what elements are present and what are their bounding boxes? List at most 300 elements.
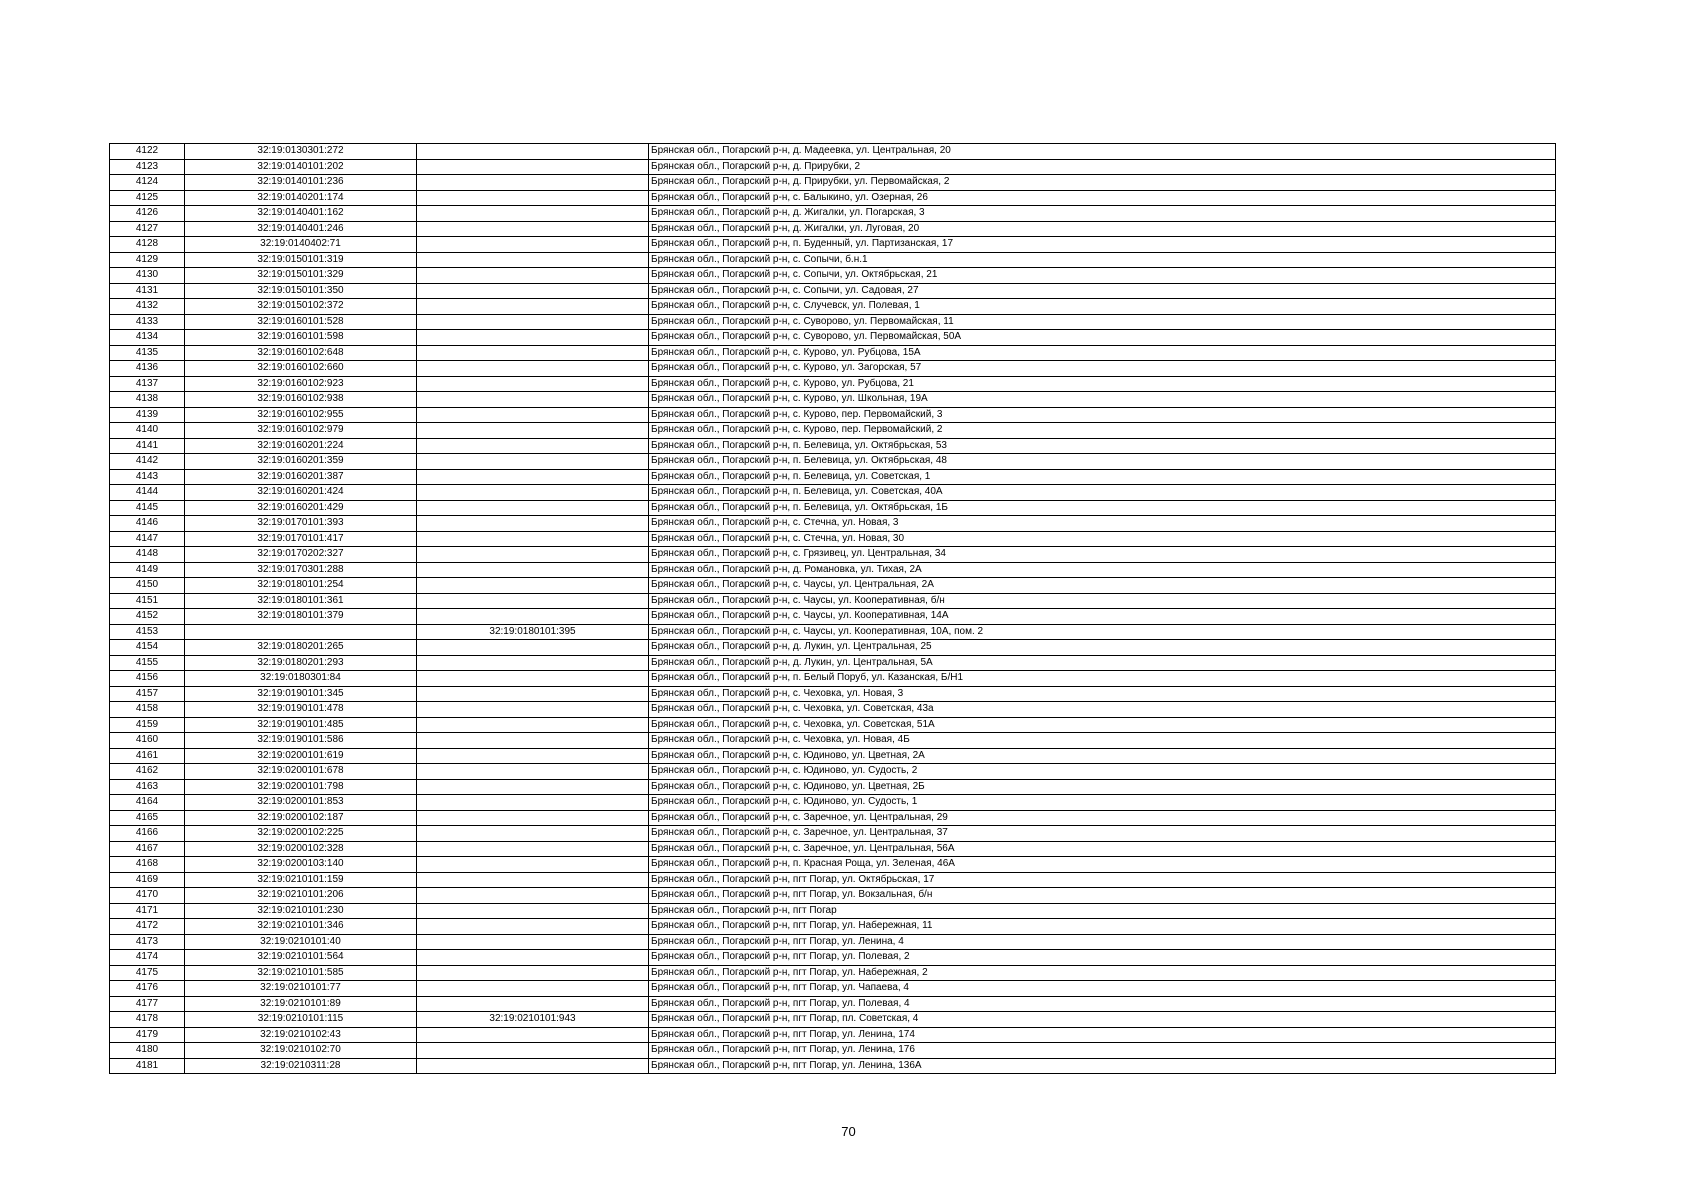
property-registry-table [109, 143, 1556, 1074]
row-number-cell: 4150 [110, 578, 185, 594]
table-row [110, 810, 1556, 826]
row-number-cell: 4166 [110, 826, 185, 842]
row-number-cell: 4165 [110, 810, 185, 826]
row-number-cell: 4159 [110, 717, 185, 733]
table-row [110, 841, 1556, 857]
related-cadastral-number-cell [417, 345, 649, 361]
related-cadastral-number-cell [417, 702, 649, 718]
row-number-cell: 4133 [110, 314, 185, 330]
table-row [110, 144, 1556, 160]
address-cell: Брянская обл., Погарский р-н, с. Курово, ул. Школьная, 19А [649, 392, 1556, 408]
address-cell: Брянская обл., Погарский р-н, с. Чеховка, ул. Новая, 3 [649, 686, 1556, 702]
row-number-cell: 4136 [110, 361, 185, 377]
row-number-cell: 4153 [110, 624, 185, 640]
cadastral-number-cell: 32:19:0140401:246 [185, 221, 417, 237]
table-row [110, 392, 1556, 408]
cadastral-number-cell: 32:19:0170101:417 [185, 531, 417, 547]
row-number-cell: 4131 [110, 283, 185, 299]
address-cell: Брянская обл., Погарский р-н, с. Юдиново, ул. Цветная, 2Б [649, 779, 1556, 795]
table-row [110, 872, 1556, 888]
row-number-cell: 4156 [110, 671, 185, 687]
related-cadastral-number-cell [417, 469, 649, 485]
cadastral-number-cell: 32:19:0210101:89 [185, 996, 417, 1012]
row-number-cell: 4163 [110, 779, 185, 795]
related-cadastral-number-cell [417, 252, 649, 268]
cadastral-number-cell: 32:19:0180101:361 [185, 593, 417, 609]
related-cadastral-number-cell [417, 237, 649, 253]
row-number-cell: 4172 [110, 919, 185, 935]
cadastral-number-cell: 32:19:0200101:678 [185, 764, 417, 780]
cadastral-number-cell: 32:19:0210101:206 [185, 888, 417, 904]
related-cadastral-number-cell [417, 438, 649, 454]
row-number-cell: 4127 [110, 221, 185, 237]
cadastral-number-cell: 32:19:0160201:359 [185, 454, 417, 470]
address-cell: Брянская обл., Погарский р-н, с. Курово, ул. Загорская, 57 [649, 361, 1556, 377]
table-row [110, 423, 1556, 439]
address-cell: Брянская обл., Погарский р-н, с. Чаусы, ул. Кооперативная, 10А, пом. 2 [649, 624, 1556, 640]
registry-table-body [110, 144, 1556, 1074]
cadastral-number-cell: 32:19:0180201:293 [185, 655, 417, 671]
row-number-cell: 4180 [110, 1043, 185, 1059]
related-cadastral-number-cell [417, 516, 649, 532]
row-number-cell: 4148 [110, 547, 185, 563]
address-cell: Брянская обл., Погарский р-н, п. Белый Поруб, ул. Казанская, Б/Н1 [649, 671, 1556, 687]
related-cadastral-number-cell [417, 299, 649, 315]
row-number-cell: 4176 [110, 981, 185, 997]
address-cell: Брянская обл., Погарский р-н, с. Чаусы, ул. Кооперативная, б/н [649, 593, 1556, 609]
table-row [110, 299, 1556, 315]
cadastral-number-cell: 32:19:0200101:853 [185, 795, 417, 811]
row-number-cell: 4158 [110, 702, 185, 718]
address-cell: Брянская обл., Погарский р-н, с. Чеховка, ул. Советская, 51А [649, 717, 1556, 733]
related-cadastral-number-cell [417, 283, 649, 299]
cadastral-number-cell: 32:19:0200102:225 [185, 826, 417, 842]
cadastral-number-cell: 32:19:0210102:43 [185, 1027, 417, 1043]
cadastral-number-cell: 32:19:0200101:619 [185, 748, 417, 764]
table-row [110, 795, 1556, 811]
related-cadastral-number-cell [417, 841, 649, 857]
table-row [110, 516, 1556, 532]
cadastral-number-cell: 32:19:0200103:140 [185, 857, 417, 873]
cadastral-number-cell: 32:19:0210101:564 [185, 950, 417, 966]
cadastral-number-cell: 32:19:0210101:40 [185, 934, 417, 950]
cadastral-number-cell: 32:19:0210102:70 [185, 1043, 417, 1059]
row-number-cell: 4179 [110, 1027, 185, 1043]
row-number-cell: 4170 [110, 888, 185, 904]
address-cell: Брянская обл., Погарский р-н, пгт Погар, ул. Полевая, 4 [649, 996, 1556, 1012]
table-row [110, 655, 1556, 671]
related-cadastral-number-cell [417, 810, 649, 826]
table-row [110, 221, 1556, 237]
cadastral-number-cell [185, 624, 417, 640]
row-number-cell: 4178 [110, 1012, 185, 1028]
table-row [110, 671, 1556, 687]
document-page [109, 143, 1555, 1074]
cadastral-number-cell: 32:19:0140401:162 [185, 206, 417, 222]
address-cell: Брянская обл., Погарский р-н, с. Сопычи, ул. Октябрьская, 21 [649, 268, 1556, 284]
table-row [110, 733, 1556, 749]
cadastral-number-cell: 32:19:0160102:955 [185, 407, 417, 423]
cadastral-number-cell: 32:19:0160101:528 [185, 314, 417, 330]
row-number-cell: 4128 [110, 237, 185, 253]
row-number-cell: 4154 [110, 640, 185, 656]
cadastral-number-cell: 32:19:0160102:923 [185, 376, 417, 392]
related-cadastral-number-cell [417, 996, 649, 1012]
cadastral-number-cell: 32:19:0160201:224 [185, 438, 417, 454]
related-cadastral-number-cell [417, 717, 649, 733]
row-number-cell: 4129 [110, 252, 185, 268]
cadastral-number-cell: 32:19:0170101:393 [185, 516, 417, 532]
table-row [110, 996, 1556, 1012]
table-row [110, 748, 1556, 764]
table-row [110, 903, 1556, 919]
address-cell: Брянская обл., Погарский р-н, с. Чеховка, ул. Советская, 43а [649, 702, 1556, 718]
table-row [110, 206, 1556, 222]
cadastral-number-cell: 32:19:0170301:288 [185, 562, 417, 578]
cadastral-number-cell: 32:19:0190101:345 [185, 686, 417, 702]
table-row [110, 981, 1556, 997]
table-row [110, 252, 1556, 268]
table-row [110, 888, 1556, 904]
related-cadastral-number-cell [417, 376, 649, 392]
cadastral-number-cell: 32:19:0140101:202 [185, 159, 417, 175]
address-cell: Брянская обл., Погарский р-н, д. Прирубки, ул. Первомайская, 2 [649, 175, 1556, 191]
row-number-cell: 4125 [110, 190, 185, 206]
table-row [110, 562, 1556, 578]
table-row [110, 640, 1556, 656]
address-cell: Брянская обл., Погарский р-н, пгт Погар, ул. Ленина, 176 [649, 1043, 1556, 1059]
page-number: 70 [841, 1124, 856, 1139]
table-row [110, 237, 1556, 253]
address-cell: Брянская обл., Погарский р-н, с. Чаусы, ул. Центральная, 2А [649, 578, 1556, 594]
address-cell: Брянская обл., Погарский р-н, пгт Погар, ул. Набережная, 2 [649, 965, 1556, 981]
row-number-cell: 4123 [110, 159, 185, 175]
cadastral-number-cell: 32:19:0180101:254 [185, 578, 417, 594]
related-cadastral-number-cell [417, 1027, 649, 1043]
cadastral-number-cell: 32:19:0200102:187 [185, 810, 417, 826]
related-cadastral-number-cell [417, 779, 649, 795]
address-cell: Брянская обл., Погарский р-н, д. Лукин, ул. Центральная, 25 [649, 640, 1556, 656]
related-cadastral-number-cell [417, 640, 649, 656]
cadastral-number-cell: 32:19:0160201:429 [185, 500, 417, 516]
related-cadastral-number-cell [417, 888, 649, 904]
cadastral-number-cell: 32:19:0180301:84 [185, 671, 417, 687]
table-row [110, 159, 1556, 175]
table-row [110, 950, 1556, 966]
row-number-cell: 4181 [110, 1058, 185, 1074]
related-cadastral-number-cell [417, 392, 649, 408]
row-number-cell: 4161 [110, 748, 185, 764]
cadastral-number-cell: 32:19:0160102:648 [185, 345, 417, 361]
table-row [110, 345, 1556, 361]
cadastral-number-cell: 32:19:0210101:77 [185, 981, 417, 997]
related-cadastral-number-cell: 32:19:0180101:395 [417, 624, 649, 640]
cadastral-number-cell: 32:19:0210101:585 [185, 965, 417, 981]
row-number-cell: 4140 [110, 423, 185, 439]
table-row [110, 1043, 1556, 1059]
related-cadastral-number-cell [417, 950, 649, 966]
table-row [110, 485, 1556, 501]
related-cadastral-number-cell [417, 330, 649, 346]
table-row [110, 919, 1556, 935]
address-cell: Брянская обл., Погарский р-н, с. Юдиново, ул. Судость, 1 [649, 795, 1556, 811]
table-row [110, 624, 1556, 640]
row-number-cell: 4167 [110, 841, 185, 857]
cadastral-number-cell: 32:19:0190101:485 [185, 717, 417, 733]
address-cell: Брянская обл., Погарский р-н, с. Заречное, ул. Центральная, 37 [649, 826, 1556, 842]
row-number-cell: 4144 [110, 485, 185, 501]
cadastral-number-cell: 32:19:0130301:272 [185, 144, 417, 160]
address-cell: Брянская обл., Погарский р-н, п. Белевица, ул. Советская, 1 [649, 469, 1556, 485]
address-cell: Брянская обл., Погарский р-н, пгт Погар, пл. Советская, 4 [649, 1012, 1556, 1028]
table-row [110, 702, 1556, 718]
related-cadastral-number-cell [417, 268, 649, 284]
address-cell: Брянская обл., Погарский р-н, п. Белевица, ул. Октябрьская, 1Б [649, 500, 1556, 516]
cadastral-number-cell: 32:19:0150102:372 [185, 299, 417, 315]
cadastral-number-cell: 32:19:0210101:346 [185, 919, 417, 935]
table-row [110, 578, 1556, 594]
table-row [110, 779, 1556, 795]
address-cell: Брянская обл., Погарский р-н, с. Курово, пер. Первомайский, 2 [649, 423, 1556, 439]
address-cell: Брянская обл., Погарский р-н, с. Грязивец, ул. Центральная, 34 [649, 547, 1556, 563]
cadastral-number-cell: 32:19:0140201:174 [185, 190, 417, 206]
cadastral-number-cell: 32:19:0190101:478 [185, 702, 417, 718]
address-cell: Брянская обл., Погарский р-н, д. Романовка, ул. Тихая, 2А [649, 562, 1556, 578]
address-cell: Брянская обл., Погарский р-н, п. Красная Роща, ул. Зеленая, 46А [649, 857, 1556, 873]
address-cell: Брянская обл., Погарский р-н, д. Лукин, ул. Центральная, 5А [649, 655, 1556, 671]
cadastral-number-cell: 32:19:0180201:265 [185, 640, 417, 656]
related-cadastral-number-cell [417, 159, 649, 175]
related-cadastral-number-cell [417, 175, 649, 191]
row-number-cell: 4160 [110, 733, 185, 749]
cadastral-number-cell: 32:19:0160102:660 [185, 361, 417, 377]
cadastral-number-cell: 32:19:0140101:236 [185, 175, 417, 191]
row-number-cell: 4130 [110, 268, 185, 284]
address-cell: Брянская обл., Погарский р-н, с. Суворово, ул. Первомайская, 11 [649, 314, 1556, 330]
table-row [110, 609, 1556, 625]
related-cadastral-number-cell [417, 903, 649, 919]
table-row [110, 438, 1556, 454]
table-row [110, 965, 1556, 981]
cadastral-number-cell: 32:19:0160102:938 [185, 392, 417, 408]
table-row [110, 593, 1556, 609]
row-number-cell: 4142 [110, 454, 185, 470]
related-cadastral-number-cell [417, 795, 649, 811]
row-number-cell: 4138 [110, 392, 185, 408]
row-number-cell: 4137 [110, 376, 185, 392]
row-number-cell: 4177 [110, 996, 185, 1012]
row-number-cell: 4175 [110, 965, 185, 981]
related-cadastral-number-cell [417, 686, 649, 702]
table-row [110, 190, 1556, 206]
row-number-cell: 4141 [110, 438, 185, 454]
row-number-cell: 4145 [110, 500, 185, 516]
related-cadastral-number-cell [417, 748, 649, 764]
related-cadastral-number-cell [417, 361, 649, 377]
related-cadastral-number-cell [417, 1043, 649, 1059]
related-cadastral-number-cell [417, 593, 649, 609]
related-cadastral-number-cell [417, 531, 649, 547]
related-cadastral-number-cell [417, 547, 649, 563]
cadastral-number-cell: 32:19:0150101:319 [185, 252, 417, 268]
cadastral-number-cell: 32:19:0160102:979 [185, 423, 417, 439]
row-number-cell: 4173 [110, 934, 185, 950]
table-row [110, 361, 1556, 377]
address-cell: Брянская обл., Погарский р-н, с. Случевск, ул. Полевая, 1 [649, 299, 1556, 315]
row-number-cell: 4139 [110, 407, 185, 423]
address-cell: Брянская обл., Погарский р-н, д. Жигалки, ул. Погарская, 3 [649, 206, 1556, 222]
table-row [110, 686, 1556, 702]
cadastral-number-cell: 32:19:0210101:159 [185, 872, 417, 888]
table-row [110, 1012, 1556, 1028]
related-cadastral-number-cell [417, 764, 649, 780]
address-cell: Брянская обл., Погарский р-н, с. Сопычи, ул. Садовая, 27 [649, 283, 1556, 299]
address-cell: Брянская обл., Погарский р-н, с. Курово, пер. Первомайский, 3 [649, 407, 1556, 423]
cadastral-number-cell: 32:19:0200101:798 [185, 779, 417, 795]
address-cell: Брянская обл., Погарский р-н, с. Чеховка, ул. Новая, 4Б [649, 733, 1556, 749]
related-cadastral-number-cell [417, 485, 649, 501]
address-cell: Брянская обл., Погарский р-н, с. Курово, ул. Рубцова, 15А [649, 345, 1556, 361]
row-number-cell: 4157 [110, 686, 185, 702]
address-cell: Брянская обл., Погарский р-н, п. Белевица, ул. Октябрьская, 53 [649, 438, 1556, 454]
related-cadastral-number-cell [417, 1058, 649, 1074]
related-cadastral-number-cell [417, 206, 649, 222]
address-cell: Брянская обл., Погарский р-н, пгт Погар, ул. Ленина, 136А [649, 1058, 1556, 1074]
related-cadastral-number-cell [417, 454, 649, 470]
related-cadastral-number-cell [417, 826, 649, 842]
cadastral-number-cell: 32:19:0190101:586 [185, 733, 417, 749]
address-cell: Брянская обл., Погарский р-н, с. Курово, ул. Рубцова, 21 [649, 376, 1556, 392]
related-cadastral-number-cell [417, 578, 649, 594]
cadastral-number-cell: 32:19:0150101:329 [185, 268, 417, 284]
table-row [110, 283, 1556, 299]
table-row [110, 454, 1556, 470]
address-cell: Брянская обл., Погарский р-н, пгт Погар, ул. Ленина, 4 [649, 934, 1556, 950]
address-cell: Брянская обл., Погарский р-н, д. Прирубки, 2 [649, 159, 1556, 175]
address-cell: Брянская обл., Погарский р-н, с. Чаусы, ул. Кооперативная, 14А [649, 609, 1556, 625]
related-cadastral-number-cell [417, 655, 649, 671]
row-number-cell: 4152 [110, 609, 185, 625]
table-row [110, 857, 1556, 873]
row-number-cell: 4147 [110, 531, 185, 547]
address-cell: Брянская обл., Погарский р-н, с. Суворово, ул. Первомайская, 50А [649, 330, 1556, 346]
row-number-cell: 4126 [110, 206, 185, 222]
row-number-cell: 4169 [110, 872, 185, 888]
row-number-cell: 4168 [110, 857, 185, 873]
address-cell: Брянская обл., Погарский р-н, д. Жигалки, ул. Луговая, 20 [649, 221, 1556, 237]
row-number-cell: 4146 [110, 516, 185, 532]
table-row [110, 531, 1556, 547]
table-row [110, 330, 1556, 346]
related-cadastral-number-cell [417, 423, 649, 439]
cadastral-number-cell: 32:19:0150101:350 [185, 283, 417, 299]
table-row [110, 268, 1556, 284]
cadastral-number-cell: 32:19:0160201:387 [185, 469, 417, 485]
address-cell: Брянская обл., Погарский р-н, пгт Погар, ул. Октябрьская, 17 [649, 872, 1556, 888]
cadastral-number-cell: 32:19:0210311:28 [185, 1058, 417, 1074]
table-row [110, 175, 1556, 191]
table-row [110, 407, 1556, 423]
address-cell: Брянская обл., Погарский р-н, с. Заречное, ул. Центральная, 29 [649, 810, 1556, 826]
related-cadastral-number-cell [417, 314, 649, 330]
table-row [110, 1058, 1556, 1074]
cadastral-number-cell: 32:19:0180101:379 [185, 609, 417, 625]
cadastral-number-cell: 32:19:0160201:424 [185, 485, 417, 501]
row-number-cell: 4155 [110, 655, 185, 671]
table-row [110, 1027, 1556, 1043]
address-cell: Брянская обл., Погарский р-н, д. Мадеевка, ул. Центральная, 20 [649, 144, 1556, 160]
cadastral-number-cell: 32:19:0210101:230 [185, 903, 417, 919]
address-cell: Брянская обл., Погарский р-н, с. Балыкино, ул. Озерная, 26 [649, 190, 1556, 206]
row-number-cell: 4151 [110, 593, 185, 609]
related-cadastral-number-cell [417, 500, 649, 516]
related-cadastral-number-cell [417, 671, 649, 687]
row-number-cell: 4149 [110, 562, 185, 578]
row-number-cell: 4132 [110, 299, 185, 315]
address-cell: Брянская обл., Погарский р-н, пгт Погар, ул. Вокзальная, б/н [649, 888, 1556, 904]
related-cadastral-number-cell [417, 872, 649, 888]
cadastral-number-cell: 32:19:0140402:71 [185, 237, 417, 253]
address-cell: Брянская обл., Погарский р-н, с. Заречное, ул. Центральная, 56А [649, 841, 1556, 857]
related-cadastral-number-cell [417, 221, 649, 237]
related-cadastral-number-cell [417, 857, 649, 873]
table-row [110, 376, 1556, 392]
address-cell: Брянская обл., Погарский р-н, с. Сопычи, б.н.1 [649, 252, 1556, 268]
address-cell: Брянская обл., Погарский р-н, пгт Погар, ул. Полевая, 2 [649, 950, 1556, 966]
row-number-cell: 4122 [110, 144, 185, 160]
row-number-cell: 4124 [110, 175, 185, 191]
related-cadastral-number-cell [417, 407, 649, 423]
address-cell: Брянская обл., Погарский р-н, пгт Погар, ул. Набережная, 11 [649, 919, 1556, 935]
address-cell: Брянская обл., Погарский р-н, п. Буденный, ул. Партизанская, 17 [649, 237, 1556, 253]
row-number-cell: 4135 [110, 345, 185, 361]
related-cadastral-number-cell [417, 609, 649, 625]
table-row [110, 314, 1556, 330]
related-cadastral-number-cell [417, 733, 649, 749]
related-cadastral-number-cell [417, 934, 649, 950]
row-number-cell: 4143 [110, 469, 185, 485]
related-cadastral-number-cell: 32:19:0210101:943 [417, 1012, 649, 1028]
row-number-cell: 4164 [110, 795, 185, 811]
table-row [110, 547, 1556, 563]
related-cadastral-number-cell [417, 144, 649, 160]
table-row [110, 826, 1556, 842]
address-cell: Брянская обл., Погарский р-н, с. Стечна, ул. Новая, 30 [649, 531, 1556, 547]
address-cell: Брянская обл., Погарский р-н, п. Белевица, ул. Советская, 40А [649, 485, 1556, 501]
related-cadastral-number-cell [417, 981, 649, 997]
row-number-cell: 4162 [110, 764, 185, 780]
cadastral-number-cell: 32:19:0210101:115 [185, 1012, 417, 1028]
table-row [110, 717, 1556, 733]
address-cell: Брянская обл., Погарский р-н, с. Юдиново, ул. Судость, 2 [649, 764, 1556, 780]
cadastral-number-cell: 32:19:0170202:327 [185, 547, 417, 563]
address-cell: Брянская обл., Погарский р-н, п. Белевица, ул. Октябрьская, 48 [649, 454, 1556, 470]
table-row [110, 764, 1556, 780]
related-cadastral-number-cell [417, 562, 649, 578]
table-row [110, 469, 1556, 485]
related-cadastral-number-cell [417, 965, 649, 981]
row-number-cell: 4174 [110, 950, 185, 966]
address-cell: Брянская обл., Погарский р-н, пгт Погар [649, 903, 1556, 919]
address-cell: Брянская обл., Погарский р-н, пгт Погар, ул. Чапаева, 4 [649, 981, 1556, 997]
row-number-cell: 4171 [110, 903, 185, 919]
address-cell: Брянская обл., Погарский р-н, с. Стечна, ул. Новая, 3 [649, 516, 1556, 532]
cadastral-number-cell: 32:19:0200102:328 [185, 841, 417, 857]
related-cadastral-number-cell [417, 919, 649, 935]
address-cell: Брянская обл., Погарский р-н, пгт Погар, ул. Ленина, 174 [649, 1027, 1556, 1043]
table-row [110, 500, 1556, 516]
cadastral-number-cell: 32:19:0160101:598 [185, 330, 417, 346]
